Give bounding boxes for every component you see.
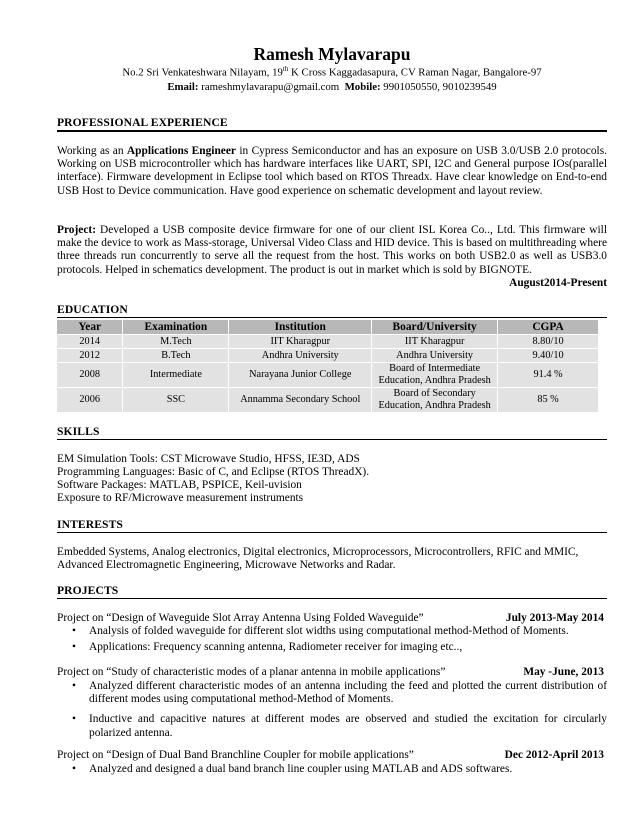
cell-board: Board of Intermediate Education, Andhra Pradesh [372,363,498,388]
project-date: July 2013-May 2014 [505,612,604,624]
project-label: Project: [57,224,96,236]
cell-year: 2012 [57,349,123,363]
section-divider [57,598,607,599]
cell-institution: Narayana Junior College [229,363,372,388]
email-label: Email: [167,81,199,93]
table-row [57,335,599,349]
address-start: No.2 Sri Venkateshwara Nilayam, 19 [122,66,283,79]
cell-cgpa: 8.80/10 [498,335,599,349]
education-table [57,320,599,413]
project-bullets [57,763,607,776]
bullet-item: • Analysis of folded waveguide for different slot widths using computational method-Method of Moments. [57,625,607,638]
education-header-row [57,320,599,335]
cell-institution: Andhra University [229,349,372,363]
cell-institution: IIT Kharagpur [229,335,372,349]
experience-intro: Working as an [57,145,127,157]
skill-item: Software Packages: MATLAB, PSPICE, Keil-uvision [57,479,302,491]
project-bullets [57,680,607,740]
bullet-item: • Analyzed and designed a dual band branch line coupler using MATLAB and ADS softwares. [57,763,607,776]
header-board: Board/University [372,320,498,335]
project-heading [57,612,607,625]
address-end: K Cross Kaggadasapura, CV Raman Nagar, Bangalore-97 [288,66,542,79]
experience-project [57,224,607,277]
project-title: Project on “Study of characteristic modes of a planar antenna in mobile applications” [57,666,446,678]
bullet-item: • Applications: Frequency scanning antenna, Radiometer receiver for imaging etc.., [57,641,607,654]
project-date: May -June, 2013 [523,666,604,678]
cell-examination: Intermediate [123,363,229,388]
contact-line [57,81,607,93]
header-cgpa: CGPA [498,320,599,335]
section-title-education: EDUCATION [57,303,128,316]
address-ordinal: th [282,65,289,73]
table-row [57,363,599,388]
project-heading [57,749,607,762]
section-title-experience: PROFESSIONAL EXPERIENCE [57,116,228,129]
section-title-skills: SKILLS [57,425,100,438]
job-role: Applications Engineer [126,145,236,157]
section-title-projects: PROJECTS [57,584,119,597]
mobile-label: Mobile: [339,81,381,93]
project-heading [57,666,607,679]
email-address[interactable]: rameshmylavarapu@gmail.com [198,81,340,93]
cell-year: 2006 [57,388,123,413]
cell-cgpa: 9.40/10 [498,349,599,363]
header-examination: Examination [123,320,229,335]
cell-examination: SSC [123,388,229,413]
bullet-item: • Analyzed different characteristic modes of an antenna including the feed and plotted the current distribution of different modes using computational method-Method of Moments. [57,680,607,706]
section-title-interests: INTERESTS [57,518,123,531]
cell-year: 2014 [57,335,123,349]
experience-date: August2014-Present [509,277,607,289]
experience-summary [57,145,607,198]
address [57,65,607,79]
header-institution: Institution [229,320,372,335]
cell-board: Board of Secondary Education, Andhra Pradesh [372,388,498,413]
candidate-name: Ramesh Mylavarapu [253,44,411,64]
cell-cgpa: 91.4 % [498,363,599,388]
cell-examination: M.Tech [123,335,229,349]
section-divider [57,317,607,318]
project-description: Developed a USB composite device firmware for one of our client ISL Korea Co.., Ltd. This firmware will make the device to work as Mass-storage, Universal Video Class and HID device. This is based on multithreading where three threads run concurrently to serve all the request from the host. This works on both USB2.0 as well as USB3.0 protocols. Helped in schematics development. The product is out in market which is sold by BIGNOTE. [57,224,607,276]
cell-cgpa: 85 % [498,388,599,413]
section-divider [57,130,607,132]
cell-board: IIT Kharagpur [372,335,498,349]
bullet-item: • Inductive and capacitive natures at different modes are observed and studied the excitation for circularly polarized antenna. [57,713,607,739]
cell-examination: B.Tech [123,349,229,363]
cell-board: Andhra University [372,349,498,363]
skill-item: Exposure to RF/Microwave measurement instruments [57,492,304,504]
header-year: Year [57,320,123,335]
project-title: Project on “Design of Waveguide Slot Array Antenna Using Folded Waveguide” [57,612,424,624]
table-row [57,388,599,413]
section-divider [57,439,607,440]
table-row [57,349,599,363]
project-date: Dec 2012-April 2013 [504,749,604,761]
experience-details: in Cypress Semiconductor and has an exposure on USB 3.0/USB 2.0 protocols. Working on USB microcontroller which has hardware interfaces like UART, SPI, I2C and General purpose IOs(parallel interface). Firmware development in Eclipse tool which based on RTOS Threadx. Have clear knowledge on End-to-end USB Host to Device communication. Have good experience on schematic development and layout review. [57,145,607,197]
interests-text: Embedded Systems, Analog electronics, Digital electronics, Microprocessors, Microcontrollers, RFIC and MMIC, Advanced Electromagnetic Engineering, Microwave Networks and Radar. [57,546,579,572]
cell-institution: Annamma Secondary School [229,388,372,413]
skill-item: EM Simulation Tools: CST Microwave Studio, HFSS, IE3D, ADS [57,453,360,465]
section-divider [57,532,607,533]
project-title: Project on “Design of Dual Band Branchline Coupler for mobile applications” [57,749,414,761]
mobile-number: 9901050550, 9010239549 [380,81,497,93]
cell-year: 2008 [57,363,123,388]
skill-item: Programming Languages: Basic of C, and Eclipse (RTOS ThreadX). [57,466,370,478]
project-bullets [57,625,607,654]
